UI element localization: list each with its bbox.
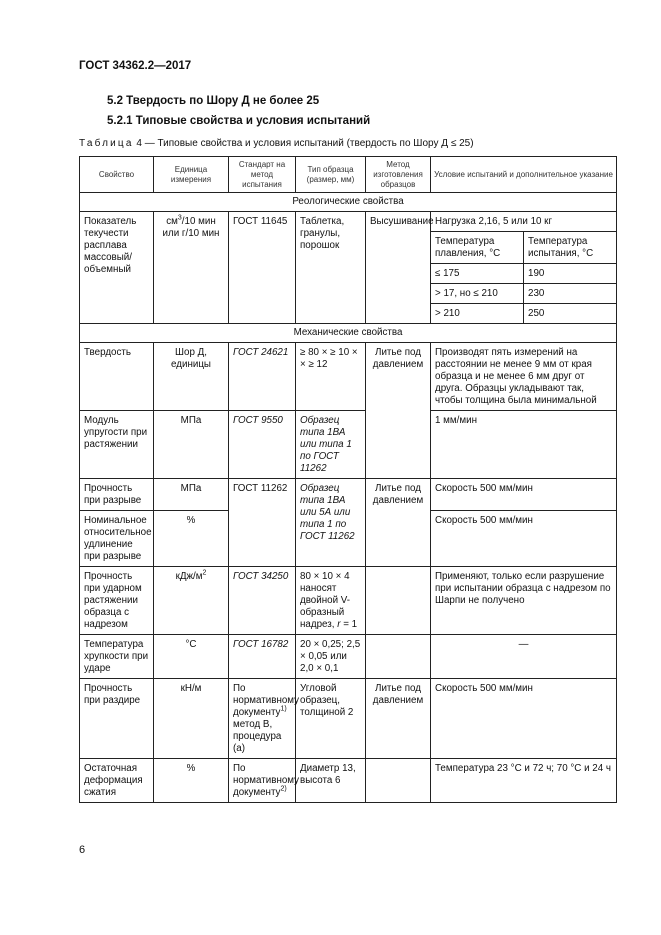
table-row-hardness	[80, 343, 617, 411]
table-row-brittleness	[80, 635, 617, 679]
cell-conditions: —	[431, 635, 617, 679]
cell-sample: Угловой образец, толщиной 2	[296, 679, 366, 759]
header-property: Свойство	[80, 157, 154, 193]
cell-unit: МПа	[154, 479, 229, 511]
header-unit: Единица измерения	[154, 157, 229, 193]
cell-standard: ГОСТ 11645	[229, 212, 296, 324]
cell-unit: °С	[154, 635, 229, 679]
cell-standard: ГОСТ 11262	[229, 479, 296, 567]
cell-sample: Диаметр 13, высота 6	[296, 759, 366, 803]
header-standard: Стандарт на метод испытания	[229, 157, 296, 193]
table-row-modulus	[80, 411, 617, 479]
cell-standard: По нормативному документу$^{2)}$	[229, 759, 296, 803]
cell-melt-temp-header: Температура плавления, °С	[431, 232, 524, 264]
cell-conditions: 1 мм/мин	[431, 411, 617, 479]
cell-conditions: Производят пять измерений на расстоянии не менее 9 мм от края образца и не менее 6 мм друг от друга. Образцы укладывают так, чтобы толщина была минимальной	[431, 343, 617, 411]
cell-method	[366, 759, 431, 803]
table-caption	[79, 138, 474, 149]
section-title-rheology: Реологические свойства	[80, 193, 617, 212]
cell-sample: Образец типа 1ВА или 5А или типа 1 по ГОСТ 11262	[296, 479, 366, 567]
table-caption-text: 4 — Типовые свойства и условия испытаний (твердость по Шору Д ≤ 25)	[133, 138, 474, 149]
table-row-compression-set	[80, 759, 617, 803]
cell-property: Остаточная деформация сжатия	[80, 759, 154, 803]
cell-method	[366, 635, 431, 679]
header-sample: Тип образца (размер, мм)	[296, 157, 366, 193]
cell-melt-temp: > 210	[431, 304, 524, 324]
cell-property: Показатель текучести расплава массовый/объемный	[80, 212, 154, 324]
cell-property: Прочность при раздире	[80, 679, 154, 759]
cell-unit: МПа	[154, 411, 229, 479]
table-row-tensile	[80, 479, 617, 511]
cell-conditions: Температура 23 °С и 72 ч; 70 °С и 24 ч	[431, 759, 617, 803]
cell-conditions: Скорость 500 мм/мин	[431, 511, 617, 567]
cell-property: Прочность при ударном растяжении образца с надрезом	[80, 567, 154, 635]
cell-conditions: Скорость 500 мм/мин	[431, 679, 617, 759]
document-header: ГОСТ 34362.2—2017	[79, 60, 192, 72]
table-row-tear	[80, 679, 617, 759]
cell-test-temp: 190	[524, 264, 617, 284]
cell-standard: ГОСТ 16782	[229, 635, 296, 679]
cell-standard: По нормативному документу$^{1)}$ метод В, процедура (а)	[229, 679, 296, 759]
page-number: 6	[79, 844, 86, 856]
cell-test-temp: 250	[524, 304, 617, 324]
cell-test-temp-header: Температура испытания, °С	[524, 232, 617, 264]
cell-unit: Шор Д, единицы	[154, 343, 229, 411]
cell-sample: 20 × 0,25; 2,5 × 0,05 или 2,0 × 0,1	[296, 635, 366, 679]
cell-melt-temp: > 17, но ≤ 210	[431, 284, 524, 304]
cell-method: Литье под давлением	[366, 343, 431, 479]
table-row-impact	[80, 567, 617, 635]
cell-conditions: Применяют, только если разрушение при испытании образца с надрезом по Шарпи не получено	[431, 567, 617, 635]
cell-method: Высушивание	[366, 212, 431, 324]
section-title-mechanical: Механические свойства	[80, 324, 617, 343]
cell-property: Прочность при разрыве	[80, 479, 154, 511]
cell-unit: %	[154, 511, 229, 567]
cell-sample: Образец типа 1ВА или типа 1 по ГОСТ 11262	[296, 411, 366, 479]
table-row-melt-flow	[80, 212, 617, 232]
cell-conditions: Скорость 500 мм/мин	[431, 479, 617, 511]
cell-method: Литье под давлением	[366, 479, 431, 567]
cell-unit: %	[154, 759, 229, 803]
cell-standard: ГОСТ 24621	[229, 343, 296, 411]
cell-method	[366, 567, 431, 635]
header-conditions: Условие испытаний и дополнительное указание	[431, 157, 617, 193]
cell-standard: ГОСТ 34250	[229, 567, 296, 635]
cell-property: Модуль упругости при растяжении	[80, 411, 154, 479]
cell-unit: кН/м	[154, 679, 229, 759]
table-header-row	[80, 157, 617, 193]
section-heading-5-2-1: 5.2.1 Типовые свойства и условия испытаний	[107, 115, 371, 127]
cell-property: Номинальное относительное удлинение при разрыве	[80, 511, 154, 567]
cell-standard: ГОСТ 9550	[229, 411, 296, 479]
table-caption-prefix: Таблица	[79, 138, 134, 149]
cell-property: Температура хрупкости при ударе	[80, 635, 154, 679]
cell-sample: ≥ 80 × ≥ 10 × × ≥ 12	[296, 343, 366, 411]
section-row-rheology	[80, 193, 617, 212]
cell-sample: 80 × 10 × 4 наносят двойной V-образный надрез, r = 1	[296, 567, 366, 635]
section-heading-5-2: 5.2 Твердость по Шору Д не более 25	[107, 95, 320, 107]
cell-property: Твердость	[80, 343, 154, 411]
cell-test-temp: 230	[524, 284, 617, 304]
cell-load: Нагрузка 2,16, 5 или 10 кг	[431, 212, 617, 232]
cell-unit: $см^3/10$ мин или г/10 мин	[154, 212, 229, 324]
section-row-mechanical	[80, 324, 617, 343]
properties-table	[79, 156, 617, 803]
cell-sample: Таблетка, гранулы, порошок	[296, 212, 366, 324]
cell-method: Литье под давлением	[366, 679, 431, 759]
cell-unit: кДж/$м^2$	[154, 567, 229, 635]
header-method: Метод изготовления образцов	[366, 157, 431, 193]
cell-melt-temp: ≤ 175	[431, 264, 524, 284]
